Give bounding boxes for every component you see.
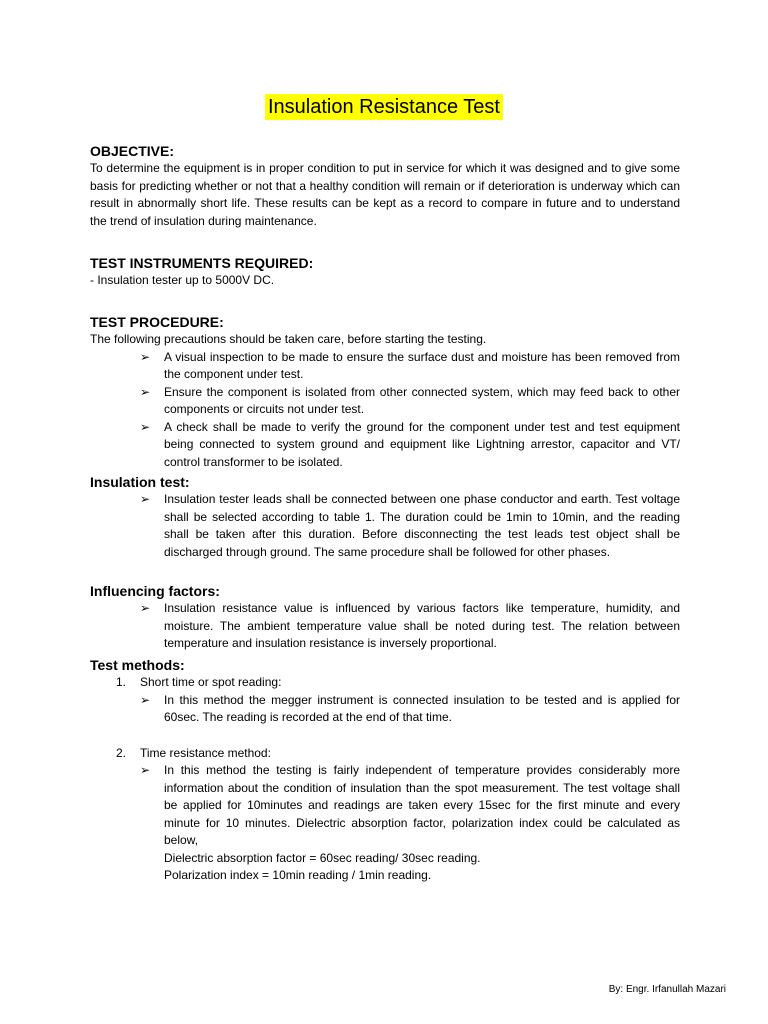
procedure-bullet-text: Ensure the component is isolated from other connected system, which may feed back to other components or circuits not under test. xyxy=(164,384,680,416)
procedure-heading: TEST PROCEDURE: xyxy=(90,314,224,330)
formula-dielectric-absorption: Dielectric absorption factor = 60sec reading/ 30sec reading. xyxy=(164,850,481,865)
method-label: Short time or spot reading: xyxy=(140,675,282,689)
influencing-heading: Influencing factors: xyxy=(90,583,220,599)
insulation-test-heading: Insulation test: xyxy=(90,474,190,490)
influencing-section xyxy=(90,582,680,653)
method-bullet xyxy=(90,762,680,885)
author-footer: By: Engr. Irfanullah Mazari xyxy=(608,984,726,995)
instruments-section xyxy=(90,254,680,290)
method-item xyxy=(90,674,680,727)
arrow-bullet-icon: ➢ xyxy=(140,692,151,707)
instruments-heading: TEST INSTRUMENTS REQUIRED: xyxy=(90,255,314,271)
arrow-bullet-icon: ➢ xyxy=(140,492,151,506)
arrow-bullet-icon: ➢ xyxy=(140,384,151,399)
formula-polarization-index: Polarization index = 10min reading / 1min reading. xyxy=(164,868,432,882)
influencing-bullets xyxy=(90,600,680,653)
page-title: Insulation Resistance Test xyxy=(265,94,503,120)
objective-heading: OBJECTIVE: xyxy=(90,143,175,159)
procedure-bullet xyxy=(90,384,680,419)
method-number: 2. xyxy=(116,745,127,760)
title-wrap xyxy=(0,94,768,120)
method-bullet xyxy=(90,692,680,727)
arrow-bullet-icon: ➢ xyxy=(140,763,151,777)
procedure-bullet-text: A check shall be made to verify the ground for the component under test and test equipment being connected to system ground and equipment like Lightning arrestor, capacitor and VT/ control transformer to be isolated. xyxy=(164,419,680,469)
methods-heading: Test methods: xyxy=(90,657,185,673)
influencing-bullet xyxy=(90,600,680,653)
insulation-test-bullet-text: Insulation tester leads shall be connected between one phase conductor and earth. Test voltage shall be selected according to table 1. The duration could be 1min to 10min, and the reading shall be taken after this duration. Before disconnecting the test leads test object shall be discharged through ground. The same procedure shall be followed for other phases. xyxy=(164,492,680,559)
procedure-bullets xyxy=(90,349,680,472)
arrow-bullet-icon: ➢ xyxy=(140,419,151,434)
insulation-test-bullet xyxy=(90,491,680,561)
instruments-item: - Insulation tester up to 5000V DC. xyxy=(90,273,275,287)
insulation-test-bullets xyxy=(90,491,680,561)
procedure-section xyxy=(90,313,680,471)
arrow-bullet-icon: ➢ xyxy=(140,601,151,615)
methods-section xyxy=(90,656,680,885)
procedure-bullet xyxy=(90,419,680,472)
procedure-bullet-text: A visual inspection to be made to ensure the surface dust and moisture has been removed from the component under test. xyxy=(164,349,680,381)
influencing-bullet-text: Insulation resistance value is influenced by various factors like temperature, humidity, and moisture. The ambient temperature value shall be noted during test. The relation between temperature and insulation resistance is inversely proportional. xyxy=(164,601,680,650)
objective-section xyxy=(90,142,680,230)
objective-text: To determine the equipment is in proper condition to put in service for which it was designed and to give some basis for predicting whether or not that a healthy condition will remain or if deterioration is underway which can result in abnormally short life. These results can be kept as a record to compare in future and to understand the trend of insulation during maintenance. xyxy=(90,161,680,228)
insulation-test-section xyxy=(90,473,680,561)
method-bullets xyxy=(140,692,680,727)
method-bullets xyxy=(140,762,680,885)
procedure-intro: The following precautions should be taken care, before starting the testing. xyxy=(90,332,487,346)
method-bullet-text: In this method the megger instrument is connected insulation to be tested and is applied for 60sec. The reading is recorded at the end of that time. xyxy=(164,692,680,724)
methods-list xyxy=(90,674,680,885)
method-item xyxy=(90,745,680,885)
method-bullet-text: In this method the testing is fairly independent of temperature provides considerably more information about the condition of insulation than the spot measurement. The test voltage shall be applied for 10minutes and readings are taken every 15sec for the first minute and every minute for 10 minutes. Dielectric absorption factor, polarization index could be calculated as below, xyxy=(164,763,680,847)
procedure-bullet xyxy=(90,349,680,384)
method-number: 1. xyxy=(116,675,127,689)
method-label: Time resistance method: xyxy=(140,745,271,760)
arrow-bullet-icon: ➢ xyxy=(140,349,151,364)
